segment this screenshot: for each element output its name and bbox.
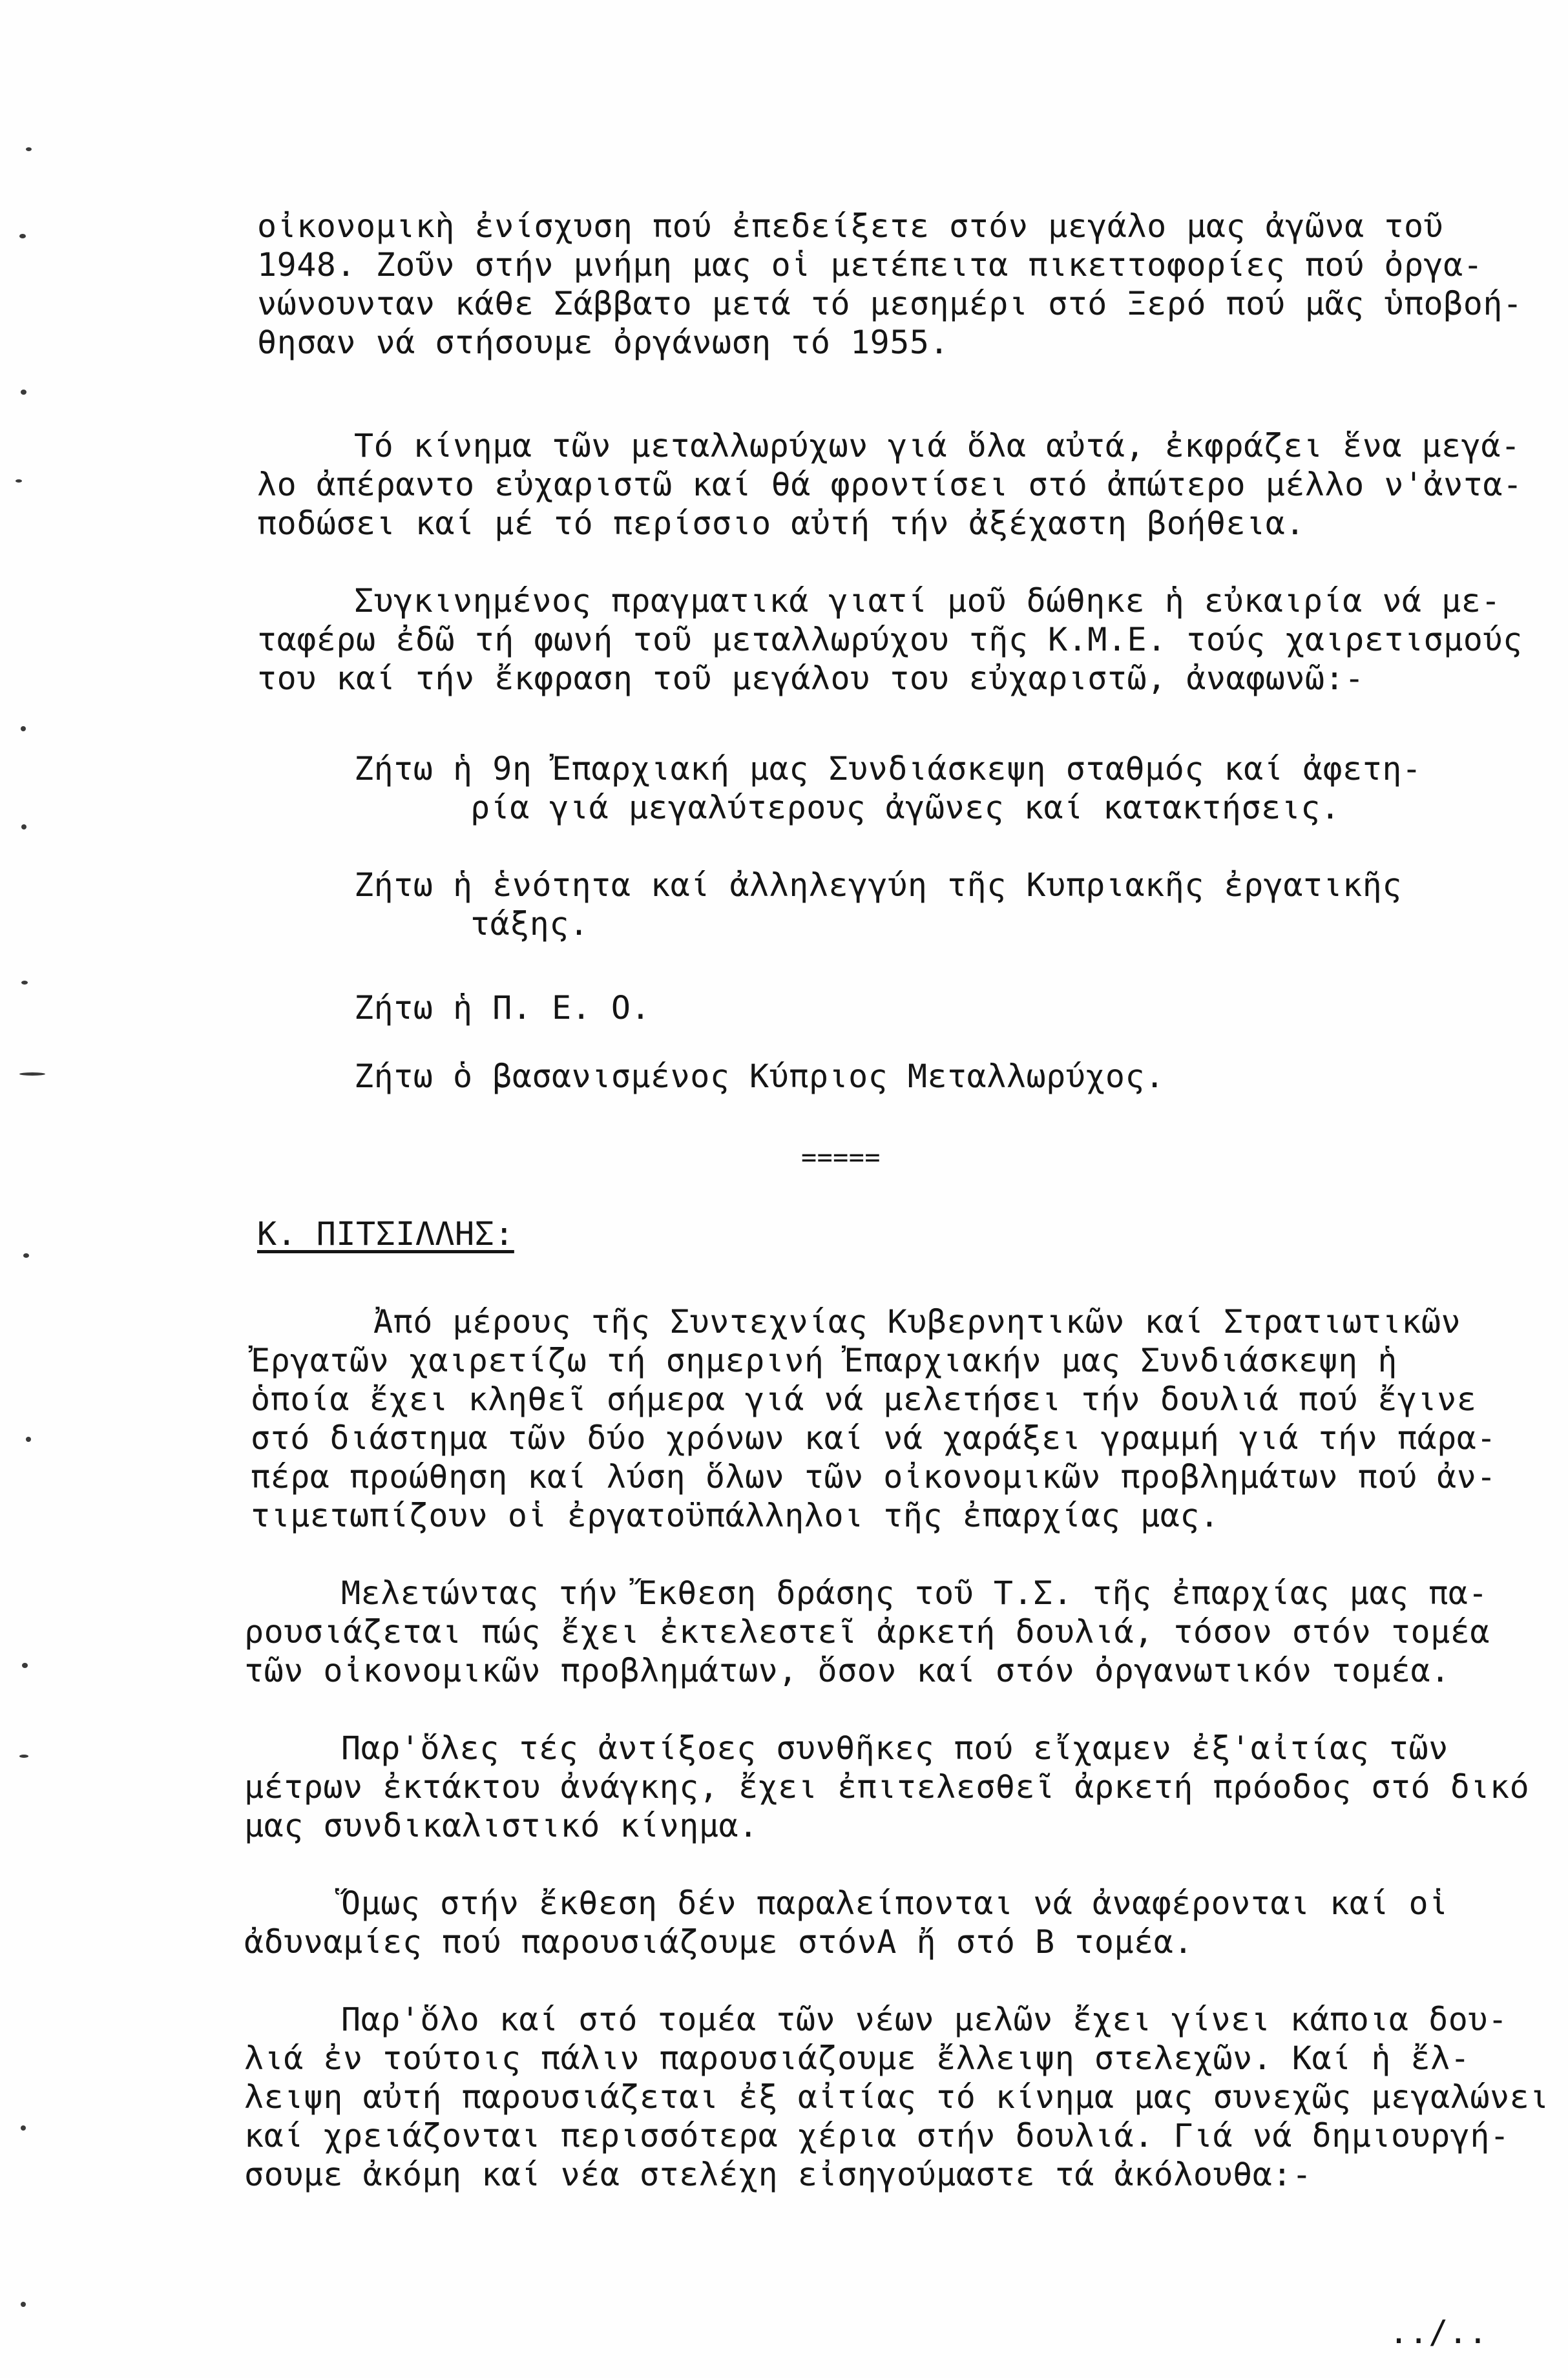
text-line: ποδώσει καί μέ τό περίσσιο αὐτή τήν ἀξέχαστη βοήθεια. (257, 505, 1305, 542)
text-line: Παρ'ὅλο καί στό τομέα τῶν νέων μελῶν ἔχει γίνει κάποια δου- (341, 2001, 1508, 2038)
slogan-line: Ζήτω ἡ 9η Ἐπαρχιακή μας Συνδιάσκεψη σταθμός καί ἀφετη- (354, 750, 1422, 787)
text-line: στό διάστημα τῶν δύο χρόνων καί νά χαράξει γραμμή γιά τήν πάρα- (251, 1419, 1496, 1457)
margin-speck (21, 2125, 26, 2131)
text-line: νώνουνταν κάθε Σάββατο μετά τό μεσημέρι στό Ξερό πού μᾶς ὑποβοή- (257, 285, 1523, 322)
text-line: Μελετώντας τήν Ἔκθεση δράσης τοῦ Τ.Σ. τῆς ἐπαρχίας μας πα- (341, 1574, 1488, 1612)
margin-speck (19, 1072, 45, 1076)
text-line: λιά ἐν τούτοις πάλιν παρουσιάζουμε ἔλλειψη στελεχῶν. Καί ἡ ἔλ- (244, 2039, 1470, 2077)
text-line: Παρ'ὅλες τές ἀντίξοες συνθῆκες πού εἴχαμεν ἐξ'αἰτίας τῶν (341, 1729, 1448, 1767)
text-line: τῶν οἰκονομικῶν προβλημάτων, ὅσον καί στόν ὀργανωτικόν τομέα. (244, 1652, 1450, 1689)
slogan-line: ρία γιά μεγαλύτερους ἀγῶνες καί κατακτήσεις. (470, 789, 1341, 826)
text-line: σουμε ἀκόμη καί νέα στελέχη εἰσηγούμαστε τά ἀκόλουθα:- (244, 2156, 1312, 2193)
margin-speck (21, 824, 26, 829)
slogan-line: Ζήτω ἡ ἑνότητα καί ἀλληλεγγύη τῆς Κυπριακῆς ἐργατικῆς (354, 866, 1402, 904)
slogan-line: Ζήτω ὁ βασανισμένος Κύπριος Μεταλλωρύχος. (354, 1058, 1165, 1095)
text-line: Ὅμως στήν ἔκθεση δέν παραλείπονται νά ἀναφέρονται καί οἱ (341, 1884, 1448, 1922)
text-line: πέρα προώθηση καί λύση ὅλων τῶν οἰκονομικῶν προβλημάτων πού ἀν- (251, 1458, 1496, 1496)
text-line: οἰκονομικὴ ἐνίσχυση πού ἐπεδείξετε στόν μεγάλο μας ἀγῶνα τοῦ (257, 207, 1444, 245)
text-line: λειψη αὐτή παρουσιάζεται ἐξ αἰτίας τό κίνημα μας συνεχῶς μεγαλώνει (244, 2078, 1549, 2116)
margin-speck (22, 1663, 28, 1668)
margin-speck (21, 726, 26, 731)
text-line: ρουσιάζεται πώς ἔχει ἐκτελεστεῖ ἀρκετή δουλιά, τόσον στόν τομέα (244, 1613, 1490, 1651)
text-line: λο ἀπέραντο εὐχαριστῶ καί θά φροντίσει στό ἀπώτερο μέλλο ν'ἀντα- (257, 466, 1523, 503)
text-line: 1948. Ζοῦν στήν μνήμη μας οἱ μετέπειτα πικεττοφορίες πού ὀργα- (257, 246, 1483, 284)
margin-speck (21, 2302, 26, 2307)
text-line: ἀδυναμίες πού παρουσιάζουμε στόνΑ ἤ στό Β τομέα. (244, 1923, 1193, 1961)
margin-speck (21, 390, 26, 395)
text-line: ὁποία ἔχει κληθεῖ σήμερα γιά νά μελετήσει τήν δουλιά πού ἔγινε (251, 1381, 1477, 1418)
margin-speck (16, 479, 22, 483)
text-line: Συγκινημένος πραγματικά γιατί μοῦ δώθηκε ἡ εὐκαιρία νά με- (354, 582, 1501, 620)
margin-speck (19, 1755, 28, 1758)
speaker-heading: Κ. ΠΙΤΣΙΛΛΗΣ: (257, 1215, 514, 1253)
margin-speck (23, 1253, 29, 1258)
margin-speck (21, 981, 28, 985)
section-separator: ===== (801, 1143, 881, 1173)
text-line: Ἐργατῶν χαιρετίζω τή σημερινή Ἐπαρχιακήν μας Συνδιάσκεψη ἡ (251, 1342, 1397, 1379)
text-line: Ἀπό μέρους τῆς Συντεχνίας Κυβερνητικῶν καί Στρατιωτικῶν (373, 1303, 1461, 1340)
text-line: καί χρειάζονται περισσότερα χέρια στήν δουλιά. Γιά νά δημιουργή- (244, 2117, 1510, 2154)
text-line: μέτρων ἐκτάκτου ἀνάγκης, ἔχει ἐπιτελεσθεῖ ἀρκετή πρόοδος στό δικό (244, 1768, 1530, 1806)
text-line: ταφέρω ἐδῶ τή φωνή τοῦ μεταλλωρύχου τῆς Κ.Μ.Ε. τούς χαιρετισμούς (257, 621, 1523, 658)
margin-speck (19, 234, 26, 238)
text-line: μας συνδικαλιστικό κίνημα. (244, 1807, 758, 1844)
text-line: του καί τήν ἔκφραση τοῦ μεγάλου του εὐχαριστῶ, ἀναφωνῶ:- (257, 660, 1364, 697)
continuation-mark: ../.. (1389, 2313, 1489, 2351)
text-line: θησαν νά στήσουμε ὀργάνωση τό 1955. (257, 324, 950, 361)
margin-speck (26, 1437, 31, 1442)
text-line: Τό κίνημα τῶν μεταλλωρύχων γιά ὅλα αὐτά, ἐκφράζει ἕνα μεγά- (354, 427, 1521, 464)
margin-speck (26, 147, 32, 151)
slogan-line: τάξης. (470, 905, 589, 943)
slogan-line: Ζήτω ἡ Π. Ε. Ο. (354, 989, 651, 1027)
text-line: τιμετωπίζουν οἱ ἐργατοϋπάλληλοι τῆς ἐπαρχίας μας. (251, 1497, 1220, 1534)
